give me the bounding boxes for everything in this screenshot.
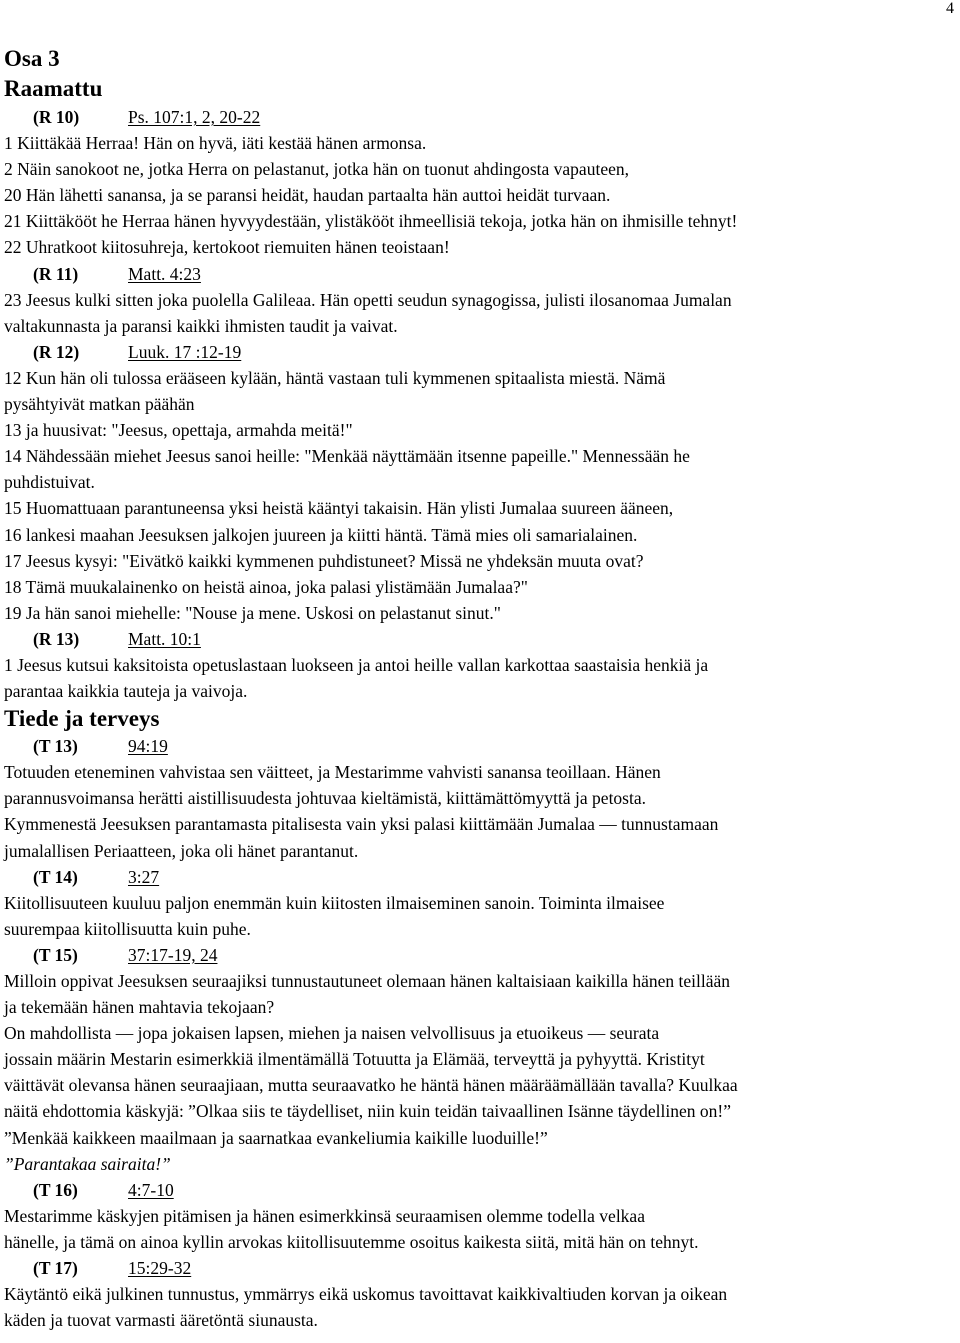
text-line: hänelle, ja tämä on ainoa kyllin arvokas kiitollisuutemme osoitus kaikesta siitä, mitä hän on tehnyt. <box>4 1231 699 1252</box>
text-line: pysähtyivät matkan päähän <box>4 394 195 415</box>
citation-reference: Ps. 107:1, 2, 20-22 <box>128 107 261 127</box>
text-line: 2 Näin sanokoot ne, jotka Herra on pelastanut, jotka hän on tuonut ahdingosta vapauteen, <box>4 159 629 180</box>
text-line: ”Menkää kaikkeen maailmaan ja saarnatkaa evankeliumia kaikille luoduille!” <box>4 1127 548 1148</box>
citation-code: (T 16) <box>33 1179 78 1200</box>
citation-code: (T 13) <box>33 736 78 757</box>
citation-ref <box>4 942 958 968</box>
citation-ref <box>4 339 958 365</box>
text-line: 15 Huomattuaan parantuneensa yksi heistä kääntyi takaisin. Hän ylisti Jumalaa suureen ääneen, <box>4 498 674 519</box>
citation-reference: 3:27 <box>128 866 160 887</box>
text-line: On mahdollista — jopa jokaisen lapsen, miehen ja naisen velvollisuus ja etuoikeus — seurata <box>4 1023 660 1044</box>
page-number: 4 <box>946 0 954 17</box>
citation-ref <box>4 733 958 759</box>
text-line: parantaa kaikkia tauteja ja vaivoja. <box>4 681 248 702</box>
citation-ref <box>4 1177 958 1203</box>
citation-ref <box>4 1255 958 1281</box>
citation-code: (T 14) <box>33 866 78 887</box>
text-line: parannusvoimansa herätti aistillisuudesta johtuvaa kieltämistä, kiittämättömyyttä ja petosta. <box>4 788 646 809</box>
text-line: 1 Jeesus kutsui kaksitoista opetuslastaan luokseen ja antoi heille vallan karkottaa saastaisia henkiä ja <box>4 654 709 675</box>
citation-code: (R 10) <box>33 107 80 127</box>
citation-ref <box>4 261 958 287</box>
text-line: Kymmenestä Jeesuksen parantamasta pitalisesta vain yksi palasi kiittämään Jumalaa — tunnustamaan <box>4 814 719 835</box>
text-line: puhdistuivat. <box>4 472 95 493</box>
text-blocks <box>4 104 958 1333</box>
text-line: ja tekemään hänen mahtavia tekojaan? <box>4 997 275 1018</box>
text-line: 13 ja huusivat: "Jeesus, opettaja, armahda meitä!" <box>4 420 353 441</box>
text-line: suurempaa kiitollisuutta kuin puhe. <box>4 918 251 939</box>
citation-reference: Luuk. 17 :12-19 <box>128 341 242 362</box>
text-line: jossain määrin Mestarin esimerkkiä ilmentämällä Totuutta ja Elämää, terveyttä ja pyhyyttä. Kristityt <box>4 1049 705 1070</box>
text-line: Totuuden eteneminen vahvistaa sen väitteet, ja Mestarimme vahvisti sanansa teoillaan. Hänen <box>4 762 661 783</box>
citation-ref <box>4 864 958 890</box>
text-line: Käytäntö eikä julkinen tunnustus, ymmärrys eikä uskomus tavoittavat kaikkivaltiuden korvan ja oikean <box>4 1284 728 1305</box>
section-subtitle: Raamattu <box>4 76 103 101</box>
citation-ref <box>4 104 958 130</box>
text-line: 21 Kiittäkööt he Herraa hänen hyvyydestään, ylistäkööt ihmeellisiä tekoja, jotka hän on ihmisille tehnyt! <box>4 211 738 232</box>
text-line: ”Parantakaa sairaita!” <box>4 1153 171 1174</box>
text-line: Mestarimme käskyjen pitämisen ja hänen esimerkkinsä seuraamisen olemme todella velkaa <box>4 1205 645 1226</box>
document-body <box>4 44 958 1333</box>
text-line: 19 Ja hän sanoi miehelle: "Nouse ja mene. Uskosi on pelastanut sinut." <box>4 602 501 623</box>
text-line: Kiitollisuuteen kuuluu paljon enemmän kuin kiitosten ilmaiseminen sanoin. Toiminta ilmaisee <box>4 892 665 913</box>
citation-code: (T 15) <box>33 944 78 965</box>
text-line: 23 Jeesus kulki sitten joka puolella Galileaa. Hän opetti seudun synagogissa, julisti ilosanomaa Jumalan <box>4 289 732 310</box>
text-line: 17 Jeesus kysyi: "Eivätkö kaikki kymmenen puhdistuneet? Missä ne yhdeksän muuta ovat? <box>4 550 644 571</box>
citation-ref <box>4 626 958 652</box>
text-line: 14 Nähdessään miehet Jeesus sanoi heille: "Menkää näyttämään itsenne papeille." Mennessään he <box>4 446 690 467</box>
text-line: valtakunnasta ja paransi kaikki ihmisten taudit ja vaivat. <box>4 315 398 336</box>
citation-code: (T 17) <box>33 1258 78 1279</box>
text-line: 20 Hän lähetti sanansa, ja se paransi heidät, haudan partaalta hän auttoi heidät turvaan. <box>4 185 611 206</box>
text-line: 22 Uhratkoot kiitosuhreja, kertokoot riemuiten hänen teoistaan! <box>4 237 450 258</box>
citation-reference: 94:19 <box>128 736 168 757</box>
text-line: väittävät olevansa hänen seuraajiaan, mutta seuraavatko he häntä hänen määräämällään tavalla? Kuulkaa <box>4 1075 738 1096</box>
text-line: käden ja tuovat varmasti ääretöntä siunausta. <box>4 1310 318 1331</box>
citation-code: (R 13) <box>33 628 80 649</box>
subsection-heading: Tiede ja terveys <box>4 706 160 732</box>
section-title: Osa 3 <box>4 46 60 71</box>
citation-code: (R 11) <box>33 263 79 284</box>
text-line: 18 Tämä muukalainenko on heistä ainoa, joka palasi ylistämään Jumalaa?" <box>4 576 528 597</box>
text-line: 1 Kiittäkää Herraa! Hän on hyvä, iäti kestää hänen armonsa. <box>4 133 427 154</box>
citation-reference: 37:17-19, 24 <box>128 944 218 965</box>
text-line: näitä ehdottomia käskyjä: ”Olkaa siis te täydelliset, niin kuin teidän taivaallinen Isänne täydellinen on!” <box>4 1101 732 1122</box>
text-line: 16 lankesi maahan Jeesuksen jalkojen juureen ja kiitti häntä. Tämä mies oli samarialainen. <box>4 524 638 545</box>
text-line: jumalallisen Periaatteen, joka oli hänet parantanut. <box>4 840 359 861</box>
citation-reference: 4:7-10 <box>128 1179 174 1200</box>
citation-code: (R 12) <box>33 341 80 362</box>
text-line: 12 Kun hän oli tulossa erääseen kylään, häntä vastaan tuli kymmenen spitaalista miestä. Nämä <box>4 367 666 388</box>
citation-reference: Matt. 10:1 <box>128 628 201 649</box>
citation-reference: Matt. 4:23 <box>128 263 201 284</box>
citation-reference: 15:29-32 <box>128 1258 192 1279</box>
text-line: Milloin oppivat Jeesuksen seuraajiksi tunnustautuneet olemaan hänen kaltaisiaan kaikilla hänen teillään <box>4 971 731 991</box>
